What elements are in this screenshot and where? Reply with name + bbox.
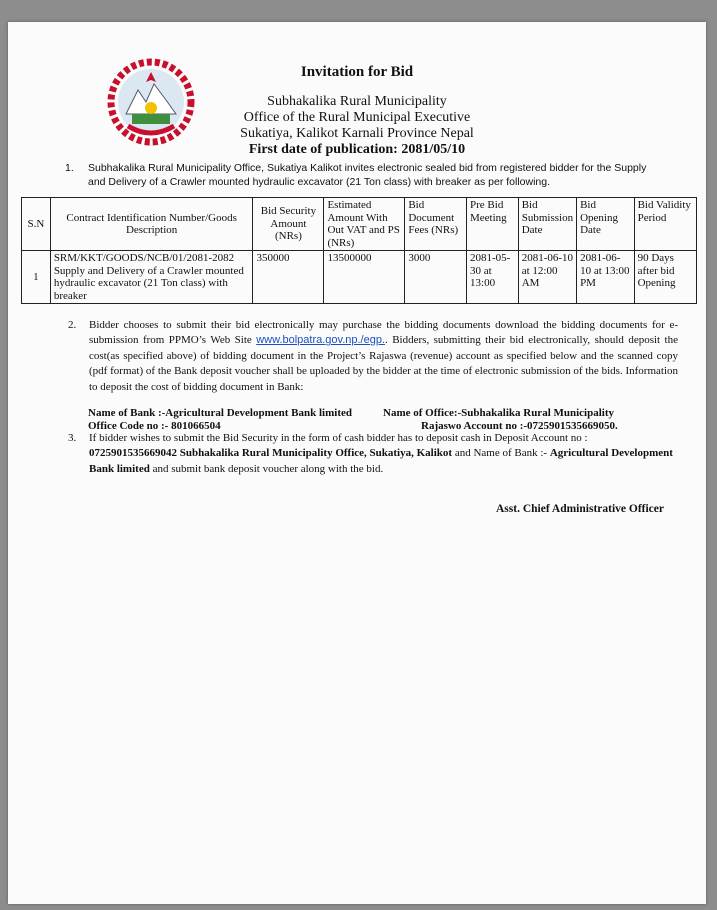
header-sn: S.N — [22, 198, 51, 251]
paragraph-3 — [68, 431, 678, 477]
header-estimated: Estimated Amount With Out VAT and PS (NRs) — [324, 198, 405, 251]
org-name: Subhakalika Rural Municipality — [267, 94, 447, 109]
para2-text-b: . Bidders, submitting their bid electronically, should deposit the cost(as specified above) of bidding document in the Project’s Rajaswa (revenue) account as specified below and the scanned copy (pdf format) of the Bank deposit voucher shall be uploaded by the bidder at the time of electronic submission of the bids. Information to deposit the cost of bidding document in Bank: — [89, 334, 678, 393]
intro-line-2: and Delivery of a Crawler mounted hydraulic excavator (21 Ton class) with breaker as per following. — [88, 176, 551, 188]
goods-description: Supply and Delivery of a Crawler mounted hydraulic excavator (21 Ton class) with breaker — [53, 264, 244, 302]
header-validity: Bid Validity Period — [634, 198, 696, 251]
cell-sn: 1 — [22, 251, 51, 304]
header-opening: Bid Opening Date — [577, 198, 635, 251]
org-office: Office of the Rural Municipal Executive — [243, 110, 471, 125]
intro-line-1: Subhakalika Rural Municipality Office, Sukatiya Kalikot invites electronic sealed bid from registered bidder for the Supply — [88, 162, 647, 174]
cell-contract — [50, 251, 253, 304]
cell-validity: 90 Days after bid Opening — [634, 251, 696, 304]
org-address: Sukatiya, Kalikot Karnali Province Nepal — [240, 126, 474, 141]
para3-text-c: and submit bank deposit voucher along with the bid. — [149, 462, 384, 475]
cell-doc-fee: 3000 — [405, 251, 467, 304]
para3-text-b: and Name of Bank :- — [452, 447, 550, 460]
header-submission: Bid Submission Date — [518, 198, 576, 251]
cell-bid-security: 350000 — [253, 251, 324, 304]
contract-id: SRM/KKT/GOODS/NCB/01/2081-2082 — [53, 252, 235, 264]
header-pre-bid: Pre Bid Meeting — [467, 198, 519, 251]
publication-date: First date of publication: 2081/05/10 — [248, 142, 466, 157]
intro-paragraph — [65, 161, 678, 189]
para3-text-a: If bidder wishes to submit the Bid Security in the form of cash bidder has to deposit cash in Deposit Account no : — [89, 432, 588, 444]
list-number: 2. — [68, 319, 77, 331]
list-number: 1. — [65, 162, 74, 174]
deposit-account: 0725901535669042 Subhakalika Rural Municipality Office, Sukatiya, Kalikot — [89, 447, 453, 460]
header-bid-security: Bid Security Amount (NRs) — [253, 198, 324, 251]
cell-pre-bid: 2081-05-30 at 13:00 — [467, 251, 519, 304]
cell-estimated: 13500000 — [324, 251, 405, 304]
bank-info-left — [88, 407, 352, 433]
paragraph-2 — [68, 318, 678, 395]
bank-name-bold: Agricultural Development Bank limited — [89, 447, 673, 475]
office-name: Name of Office:-Subhakalika Rural Municipality — [383, 407, 615, 419]
page-title: Invitation for Bid — [300, 64, 414, 80]
para2-text-a: Bidder chooses to submit their bid electronically may purchase the bidding documents download the bidding documents for e-submission from PPMO’s Web Site — [89, 319, 678, 347]
list-number: 3. — [68, 432, 77, 444]
cell-opening: 2081-06-10 at 13:00 PM — [577, 251, 635, 304]
header-contract: Contract Identification Number/Goods Description — [50, 198, 253, 251]
rajaswo-account: Rajaswo Account no :-0725901535669050. — [421, 420, 618, 432]
table-row — [22, 251, 697, 304]
bolpatra-link[interactable]: www.bolpatra.gov.np./egp. — [256, 334, 386, 347]
bid-table — [21, 197, 697, 304]
bank-name: Name of Bank :-Agricultural Development Bank limited — [88, 407, 352, 419]
bank-info-right — [383, 407, 618, 433]
signature-title: Asst. Chief Administrative Officer — [496, 503, 664, 515]
office-code: Office Code no :- 801066504 — [88, 420, 221, 432]
document-page — [8, 22, 706, 904]
header-doc-fee: Bid Document Fees (NRs) — [405, 198, 467, 251]
cell-submission: 2081-06-10 at 12:00 AM — [518, 251, 576, 304]
table-header-row — [22, 198, 697, 251]
